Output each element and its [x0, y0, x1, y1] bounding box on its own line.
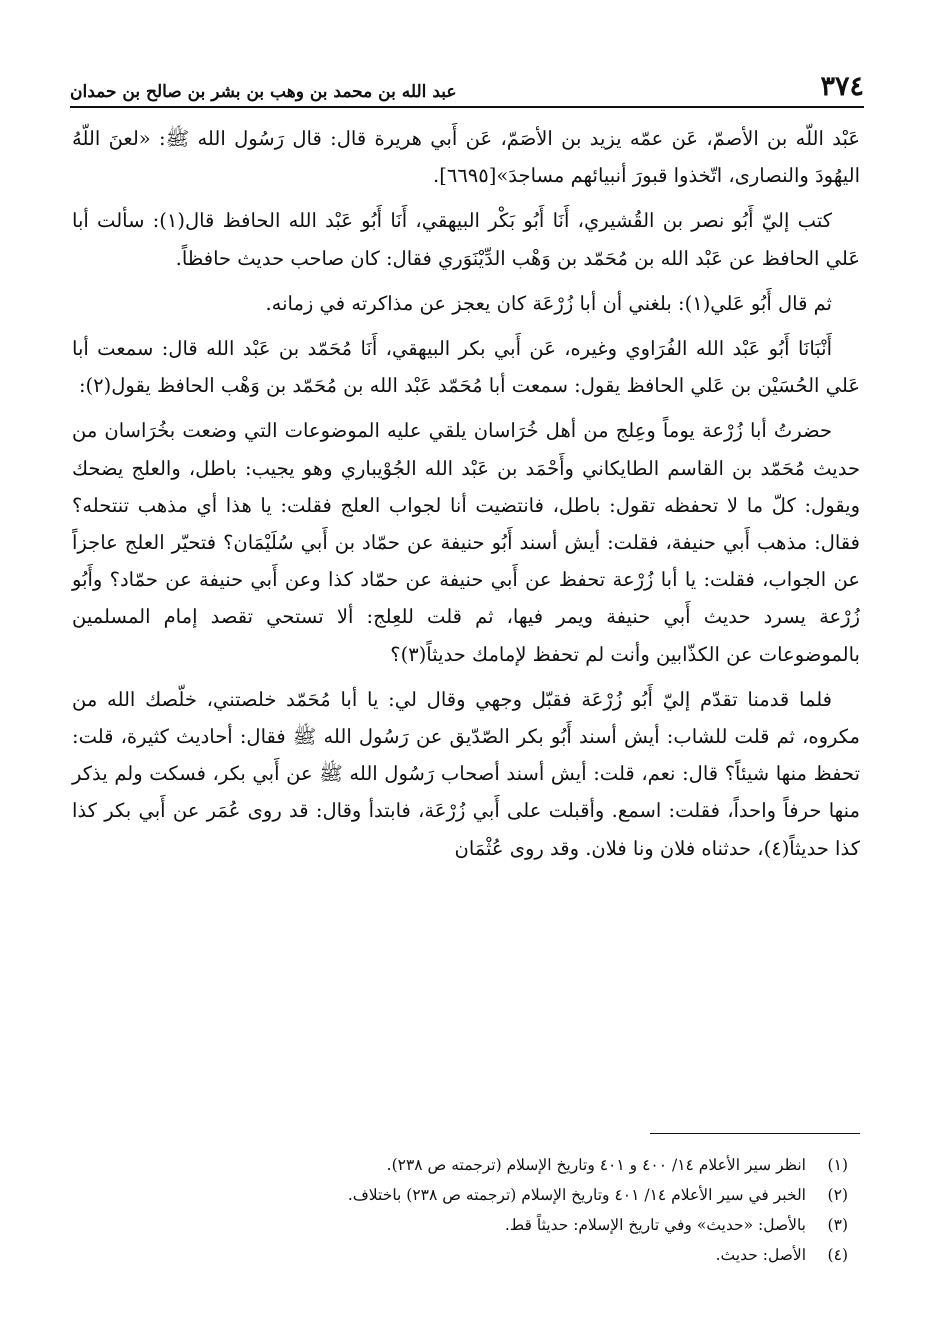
paragraph-kataba: كتب إليّ أَبُو نصر بن القُشيري، أَنَا أَبُو بَكْر البيهقي، أَنَا أَبُو عَبْد الله الحافظ قال(١): سألت أبا عَلي الحافظ عن عَبْد الله بن مُحَمّد بن وَهْب الدِّيْنَوَري فقال: كان صاحب حديث حافظاً.: [72, 209, 860, 270]
footnote-text: الأصل: حديث.: [715, 1246, 806, 1264]
page-number: ٣٧٤: [820, 71, 864, 102]
footnotes: [120, 1150, 848, 1270]
paragraph-abu-ali: ثم قال أَبُو عَلي(١): بلغني أن أبا زُرْعَة كان يعجز عن مذاكرته في زمانه.: [265, 291, 832, 315]
footnote-text: انظر سير الأعلام ١٤/ ٤٠٠ و ٤٠١ وتاريخ الإسلام (ترجمته ص ٢٣٨).: [386, 1156, 806, 1174]
page-header: [70, 62, 864, 108]
footnote-number: (٣): [827, 1216, 848, 1234]
footnote-divider: [650, 1133, 860, 1134]
footnote-number: (٢): [827, 1186, 848, 1204]
footnote-text: الخبر في سير الأعلام ١٤/ ٤٠١ وتاريخ الإسلام (ترجمته ص ٢٣٨) باختلاف.: [347, 1186, 806, 1204]
running-title: عبد الله بن محمد بن وهب بن بشر بن صالح بن حمدان: [70, 82, 457, 102]
footnote-item: [120, 1150, 848, 1180]
footnote-item: [120, 1210, 848, 1240]
footnote-number: (٤): [827, 1246, 848, 1264]
paragraph-hadith: عَبْد اللّه بن الأصمّ، عَن عمّه يزيد بن الأصَمّ، عَن أَبي هريرة قال: قال رَسُول الله ﷺ: «لعنَ اللّهُ اليهُودَ والنصارى، اتّخذوا قبورَ أنبيائهم مساجدَ»[٦٦٩٥].: [72, 127, 860, 188]
paragraph-abu-zura-story: حضرتُ أبا زُرْعة يوماً وعِلج من أهل خُرَاسان يلقي عليه الموضوعات التي وضعت بخُرَاسان من حديث مُحَمّد بن القاسم الطايكاني وأَحْمَد بن عَبْد الله الجُوْيباري وهو يجيب: باطل، والعلج يضحك ويقول: كلّ ما لا تحفظه تقول: باطل، فانتضيت أنا لجواب العلج فقلت: يا هذا أي مذهب تنتحله؟ فقال: مذهب أَبي حنيفة، فقلت: أيش أسند أَبُو حنيفة عن حمّاد بن أَبي سُلَيْمَان؟ فتحيّر العلج عاجزاً عن الجواب، فقلت: يا أبا زُرْعة تحفظ عن أَبي حنيفة عن حمّاد كذا وعن أَبي حنيفة عن حمّاد؟ وأَبُو زُرْعة يسرد حديث أَبي حنيفة ويمر فيها، ثم قلت للعِلج: ألا تستحي تقصد إمام المسلمين بالموضوعات عن الكذّابين وأنت لم تحفظ لإمامك حديثاً(٣)؟: [72, 419, 860, 666]
body-text: [72, 120, 860, 875]
footnote-item: [120, 1240, 848, 1270]
footnote-number: (١): [827, 1156, 848, 1174]
paragraph-anbana: أَنْبَانَا أَبُو عَبْد الله الفُرَاوي وغيره، عَن أَبي بكر البيهقي، أَنَا مُحَمّد بن عَبْد الله قال: سمعت أبا عَلي الحُسَيْن بن عَلي الحافظ يقول: سمعت أبا مُحَمّد عَبْد الله بن مُحَمّد بن وَهْب الحافظ يقول(٢):: [72, 337, 860, 398]
footnote-item: [120, 1180, 848, 1210]
footnote-text: بالأصل: «حديث» وفي تاريخ الإسلام: حديثاً قط.: [504, 1216, 806, 1234]
paragraph-qadimna: فلما قدمنا تقدّم إليّ أَبُو زُرْعَة فقبّل وجهي وقال لي: يا أبا مُحَمّد خلصتني، خلّصك الله من مكروه، ثم قلت للشاب: أيش أسند أَبُو بكر الصّدّيق عن رَسُول الله ﷺ فقال: أحاديث كثيرة، قلت: تحفظ منها شيئاً؟ قال: نعم، قلت: أيش أسند أصحاب رَسُول الله ﷺ عن أَبي بكر، فسكت ولم يذكر منها حرفاً واحداً، فقلت: اسمع. وأقبلت على أَبي زُرْعَة، فابتدأ وقال: قد روى عُمَر عن أَبي بكر كذا كذا حديثاً(٤)، حدثناه فلان ونا فلان. وقد روى عُثْمَان: [72, 687, 860, 860]
